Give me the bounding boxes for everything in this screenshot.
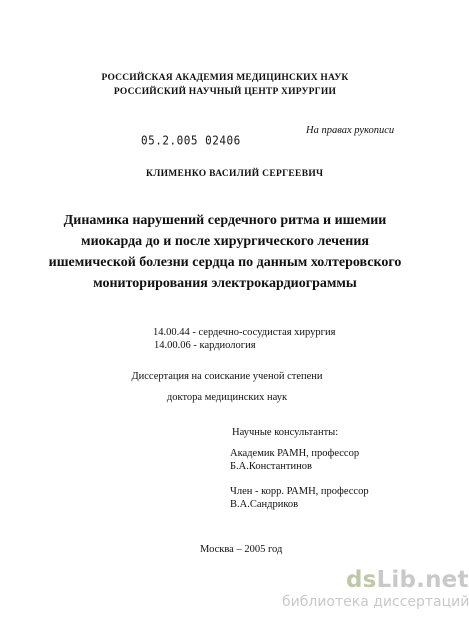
consultant-1-title: Академик РАМН, профессор: [230, 448, 360, 459]
specialty-line: 14.00.44 - сердечно-сосудистая хирургия: [153, 327, 336, 338]
consultant-1: [230, 447, 359, 473]
rights-notice: На правах рукописи: [306, 125, 395, 136]
title-line: миокарда до и после хирургического лечения: [81, 234, 369, 249]
consultant-1-name: Б.А.Константинов: [230, 461, 312, 472]
specialty-line: 14.00.06 - кардиология: [154, 340, 256, 351]
degree-line: Диссертация на соискание ученой степени: [131, 371, 323, 382]
consultants-label: Научные консультанты:: [232, 427, 339, 438]
degree-line: доктора медицинских наук: [166, 392, 288, 403]
specialty-codes: [153, 326, 335, 352]
watermark-subtitle: библиотека диссертаций: [282, 594, 469, 610]
organization-line-2: РОССИЙСКИЙ НАУЧНЫЙ ЦЕНТР ХИРУРГИИ: [113, 87, 337, 97]
watermark-logo-ds: ds: [346, 567, 377, 593]
title-line: мониторирования электрокардиограммы: [93, 276, 357, 291]
watermark-logo: [346, 567, 469, 593]
degree-statement: [0, 366, 450, 408]
title-line: ишемической болезни сердца по данным холтеровского: [48, 255, 402, 270]
consultant-2-title: Член - корр. РАМН, профессор: [230, 486, 369, 497]
dissertation-title: [0, 210, 450, 294]
city-year: Москва – 2005 год: [200, 544, 283, 555]
watermark-logo-lib: Lib.net: [376, 567, 469, 593]
title-line: Динамика нарушений сердечного ритма и ишемии: [63, 213, 387, 228]
consultant-2: [230, 485, 369, 511]
consultant-2-name: В.А.Сандриков: [230, 499, 299, 510]
library-stamp: 05.2.005 02406: [141, 133, 241, 148]
organization-line-1: РОССИЙСКАЯ АКАДЕМИЯ МЕДИЦИНСКИХ НАУК: [101, 73, 349, 83]
author-name: КЛИМЕНКО ВАСИЛИЙ СЕРГЕЕВИЧ: [146, 169, 324, 179]
